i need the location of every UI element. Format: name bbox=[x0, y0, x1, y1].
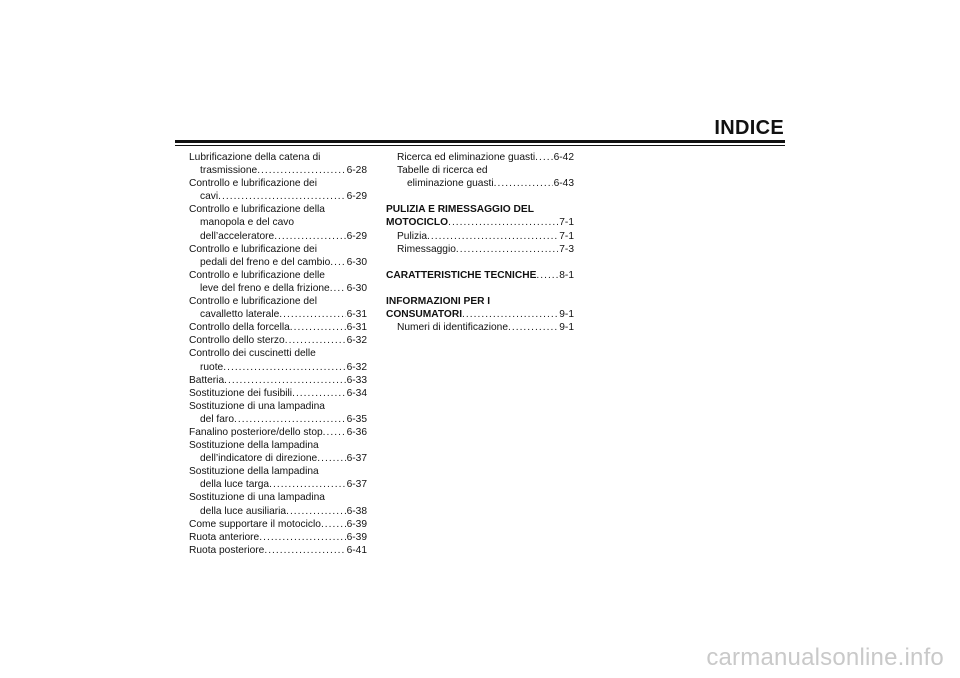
dot-leader bbox=[330, 282, 346, 295]
toc-entry-text: Ricerca ed eliminazione guasti bbox=[397, 152, 536, 163]
toc-chapter-9[interactable] bbox=[386, 295, 574, 321]
dot-leader bbox=[223, 361, 345, 374]
toc-page-number: 6-31 bbox=[346, 309, 367, 321]
dot-leader bbox=[317, 452, 345, 465]
toc-entry-text: del faro bbox=[200, 413, 234, 425]
toc-entry-text: Ruota anteriore bbox=[189, 531, 260, 543]
toc-entry-text: della luce ausiliaria bbox=[200, 505, 287, 517]
toc-right-column bbox=[386, 151, 574, 334]
dot-leader bbox=[508, 321, 558, 334]
toc-page-number: 6-30 bbox=[346, 282, 367, 294]
toc-entry-text: leve del freno e della frizione bbox=[200, 282, 330, 294]
toc-chapter-8[interactable] bbox=[386, 269, 574, 282]
toc-entry[interactable] bbox=[189, 544, 367, 557]
toc-entry-text: Sostituzione di una lampadina bbox=[189, 400, 325, 412]
dot-leader bbox=[462, 308, 558, 321]
toc-entry-text: Sostituzione della lampadina bbox=[189, 440, 319, 452]
dot-leader bbox=[264, 544, 345, 557]
toc-page-number: 6-37 bbox=[346, 453, 367, 465]
dot-leader bbox=[269, 478, 346, 491]
toc-entry[interactable] bbox=[189, 387, 367, 400]
toc-page-number: 6-33 bbox=[346, 374, 367, 386]
toc-entry-text: cavi bbox=[200, 191, 219, 203]
toc-entry[interactable] bbox=[386, 151, 574, 164]
toc-page-number: 6-34 bbox=[346, 387, 367, 399]
dot-leader bbox=[234, 413, 346, 426]
toc-page-number: 6-29 bbox=[346, 191, 367, 203]
toc-entry-text: Controllo e lubrificazione del bbox=[189, 296, 317, 308]
dot-leader bbox=[257, 164, 345, 177]
dot-leader bbox=[285, 334, 346, 347]
toc-entry[interactable] bbox=[189, 243, 367, 269]
toc-entry[interactable] bbox=[189, 334, 367, 347]
dot-leader bbox=[321, 518, 346, 531]
toc-entry[interactable] bbox=[386, 243, 574, 256]
toc-page-number: 6-30 bbox=[346, 256, 367, 268]
dot-leader bbox=[456, 243, 558, 256]
page-title: INDICE bbox=[714, 117, 784, 139]
toc-entry-text: eliminazione guasti bbox=[407, 178, 494, 190]
toc-entry[interactable] bbox=[189, 177, 367, 203]
toc-page-number: 6-37 bbox=[346, 479, 367, 491]
dot-leader bbox=[536, 269, 558, 282]
toc-entry-text: Come supportare il motociclo bbox=[189, 518, 321, 530]
toc-page-number: 6-41 bbox=[346, 544, 367, 556]
toc-entry[interactable] bbox=[189, 426, 367, 439]
toc-entry-text: Controllo della forcella bbox=[189, 322, 290, 334]
toc-page-number: 6-43 bbox=[553, 178, 574, 190]
header-rule-thick bbox=[175, 140, 785, 143]
toc-page-number: 6-39 bbox=[346, 531, 367, 543]
toc-entry[interactable] bbox=[189, 531, 367, 544]
toc-entry[interactable] bbox=[189, 203, 367, 242]
toc-entry[interactable] bbox=[189, 439, 367, 465]
toc-entry-text: Controllo dello sterzo bbox=[189, 335, 285, 347]
toc-entry[interactable] bbox=[189, 151, 367, 177]
toc-entry-text: Batteria bbox=[189, 374, 225, 386]
dot-leader bbox=[274, 230, 345, 243]
dot-leader bbox=[330, 256, 345, 269]
toc-entry[interactable] bbox=[189, 321, 367, 334]
toc-entry-text: Fanalino posteriore/dello stop bbox=[189, 426, 323, 438]
toc-entry-text: Sostituzione dei fusibili bbox=[189, 387, 293, 399]
toc-entry-text: Controllo e lubrificazione dei bbox=[189, 243, 317, 255]
toc-entry[interactable] bbox=[189, 347, 367, 373]
toc-page-number: 6-42 bbox=[553, 152, 574, 163]
toc-chapter-title: MOTOCICLO bbox=[386, 217, 449, 229]
toc-entry[interactable] bbox=[189, 269, 367, 295]
toc-entry-text: Controllo dei cuscinetti delle bbox=[189, 348, 316, 360]
dot-leader bbox=[323, 426, 346, 439]
toc-entry-text: Lubrificazione della catena di bbox=[189, 152, 321, 163]
toc-page-number: 6-39 bbox=[346, 518, 367, 530]
dot-leader bbox=[427, 230, 558, 243]
dot-leader bbox=[290, 321, 346, 334]
toc-entry-text: Controllo e lubrificazione della bbox=[189, 204, 325, 216]
toc-entry-text: della luce targa bbox=[200, 479, 270, 491]
dot-leader bbox=[279, 308, 345, 321]
toc-entry[interactable] bbox=[386, 321, 574, 334]
toc-page-number: 9-1 bbox=[559, 322, 574, 334]
toc-entry[interactable] bbox=[386, 164, 574, 190]
dot-leader bbox=[448, 216, 558, 229]
toc-page-number: 9-1 bbox=[559, 309, 574, 321]
toc-page-number: 6-28 bbox=[346, 165, 367, 177]
toc-entry-text: Sostituzione della lampadina bbox=[189, 466, 319, 478]
toc-entry-text: Numeri di identificazione bbox=[397, 322, 508, 334]
dot-leader bbox=[494, 177, 553, 190]
watermark: carmanualsonline.info bbox=[706, 644, 944, 671]
toc-left-column bbox=[189, 151, 367, 557]
toc-entry-text: Controllo e lubrificazione delle bbox=[189, 269, 325, 281]
toc-entry-text: Controllo e lubrificazione dei bbox=[189, 178, 317, 190]
toc-entry[interactable] bbox=[189, 518, 367, 531]
dot-leader bbox=[535, 151, 552, 164]
toc-chapter-7[interactable] bbox=[386, 203, 574, 229]
toc-page-number: 6-31 bbox=[346, 322, 367, 334]
dot-leader bbox=[218, 190, 345, 203]
toc-entry-text: dell’acceleratore bbox=[200, 230, 275, 242]
toc-page-number: 6-29 bbox=[346, 230, 367, 242]
toc-entry-text: trasmissione bbox=[200, 165, 258, 177]
toc-entry-text: manopola e del cavo bbox=[200, 217, 295, 229]
toc-entry-text: Pulizia bbox=[397, 230, 428, 242]
toc-chapter-title: INFORMAZIONI PER I bbox=[386, 296, 491, 308]
toc-entry[interactable] bbox=[189, 374, 367, 387]
toc-entry-text: pedali del freno e del cambio bbox=[200, 256, 331, 268]
toc-page-number: 7-3 bbox=[559, 243, 574, 255]
toc-page-number: 6-32 bbox=[346, 335, 367, 347]
toc-page-number: 8-1 bbox=[559, 269, 574, 281]
toc-chapter-title: CARATTERISTICHE TECNICHE bbox=[386, 269, 537, 281]
toc-page-number: 6-36 bbox=[346, 426, 367, 438]
toc-page-number: 7-1 bbox=[559, 230, 574, 242]
toc-entry-text: Rimessaggio bbox=[397, 243, 456, 255]
toc-entry-text: Tabelle di ricerca ed bbox=[397, 165, 488, 177]
toc-entry[interactable] bbox=[386, 230, 574, 243]
toc-entry-text: ruote bbox=[200, 361, 224, 373]
toc-chapter-title: PULIZIA E RIMESSAGGIO DEL bbox=[386, 204, 534, 216]
dot-leader bbox=[259, 531, 345, 544]
toc-page-number: 6-38 bbox=[346, 505, 367, 517]
dot-leader bbox=[286, 505, 346, 518]
toc-entry[interactable] bbox=[189, 400, 367, 426]
toc-entry[interactable] bbox=[189, 465, 367, 491]
dot-leader bbox=[224, 374, 346, 387]
toc-entry-text: cavalletto laterale bbox=[200, 309, 280, 321]
toc-entry-text: dell’indicatore di direzione bbox=[200, 453, 318, 465]
toc-page-number: 6-32 bbox=[346, 361, 367, 373]
toc-entry-text: Ruota posteriore bbox=[189, 544, 265, 556]
toc-page-number: 6-35 bbox=[346, 413, 367, 425]
toc-page-number: 7-1 bbox=[559, 217, 574, 229]
toc-entry[interactable] bbox=[189, 491, 367, 517]
toc-entry[interactable] bbox=[189, 295, 367, 321]
toc-chapter-title: CONSUMATORI bbox=[386, 309, 463, 321]
header-rule-thin bbox=[175, 145, 785, 146]
toc-entry-text: Sostituzione di una lampadina bbox=[189, 492, 325, 504]
dot-leader bbox=[292, 387, 346, 400]
